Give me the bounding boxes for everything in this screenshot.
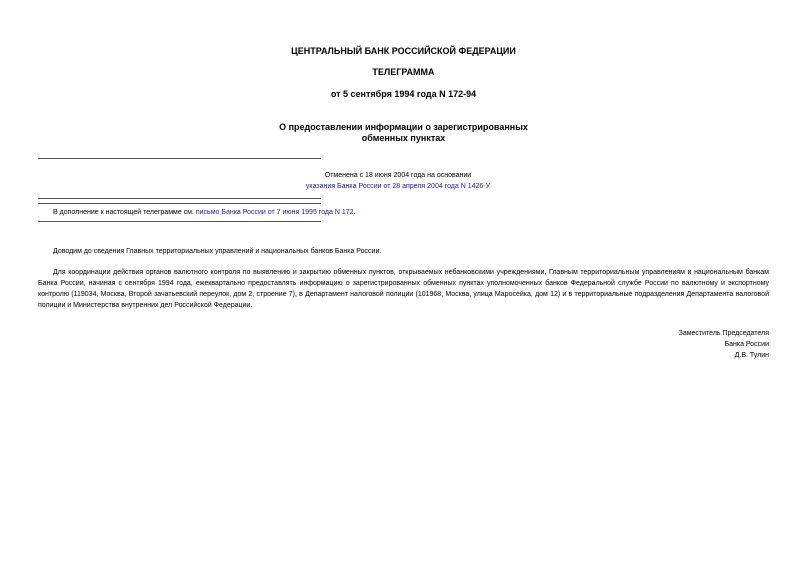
subject-line-2: обменных пунктах <box>361 133 446 143</box>
addition-prefix: В дополнение к настоящей телеграмме см. <box>53 209 196 216</box>
document-type: ТЕЛЕГРАММА <box>372 67 435 77</box>
body-paragraph-2: Для координации действия органов валютного контроля по выявлению и закрытию обменных пунктов, открываемых небанковскими учреждениями, Главным территориальным управлениям и национальным банкам Банка России, начиная с сентября 1994 года, ежеквартально предоставлять информацию о зарегистрированных обменных пунктах уполномоченных банков Федеральной службе России по валютному и экспортному контролю (119034, Москва, Второй зачатьевский переулок, дом 2, строение 7), в Департамент налоговой полиции (101968, Москва, улица Маросейка, дом 12) и в территориальные подразделения Департамента налоговой полиции и Министерства внутренних дел Российской Федерации. <box>38 269 769 309</box>
addition-link[interactable]: письмо Банка России от 7 июня 1995 года N 172 <box>195 209 354 216</box>
signature-organization: Банка России <box>724 341 769 348</box>
cancellation-notice: Отменена с 18 июня 2004 года на основании <box>324 172 472 179</box>
addition-suffix: . <box>353 209 356 216</box>
signature-position: Заместитель Председателя <box>678 330 769 337</box>
cancellation-link[interactable]: указания Банка России от 28 апреля 2004 года N 1426-У <box>305 183 491 190</box>
cancellation-link-row <box>38 181 758 192</box>
divider-2 <box>38 198 321 199</box>
organization-title: ЦЕНТРАЛЬНЫЙ БАНК РОССИЙСКОЙ ФЕДЕРАЦИИ <box>291 46 516 56</box>
divider-4 <box>38 221 321 222</box>
divider-1 <box>38 158 321 159</box>
body-paragraph-1: Доводим до сведения Главных территориальных управлений и национальных банков Банка России. <box>53 248 382 255</box>
signature-name: Д.В. Тулин <box>734 352 769 359</box>
document-date-number: от 5 сентября 1994 года N 172-94 <box>330 89 477 99</box>
addition-notice <box>38 207 769 218</box>
subject-line-1: О предоставлении информации о зарегистрированных <box>279 122 528 132</box>
divider-3 <box>38 203 321 204</box>
